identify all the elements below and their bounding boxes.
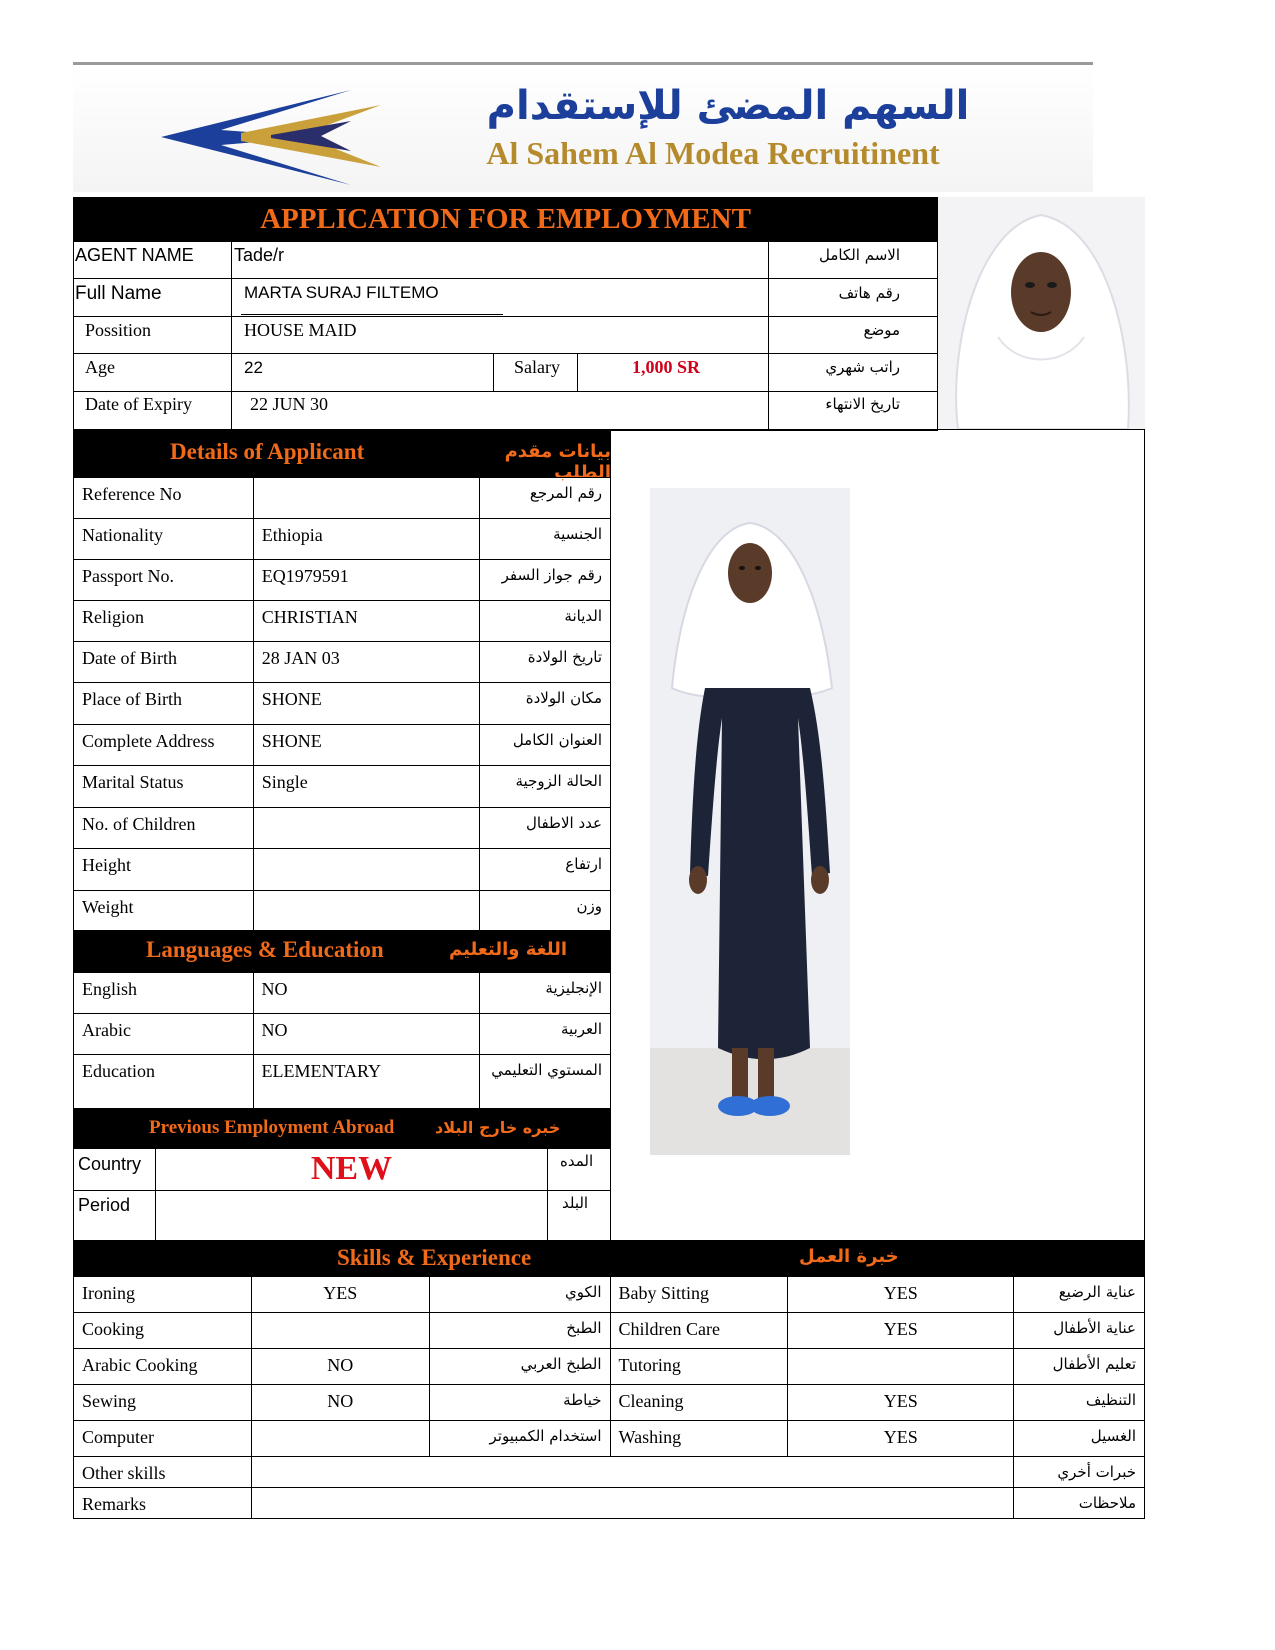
age-value: 22 (244, 358, 263, 377)
details-heading-bar (73, 429, 611, 483)
agent-name-value: Tade/r (234, 245, 285, 265)
details-heading-arabic: بيانات مقدم الطلب (504, 441, 611, 483)
skills-row (74, 1421, 1145, 1457)
details-value (253, 849, 479, 891)
details-value: EQ1979591 (253, 560, 479, 601)
details-value: CHRISTIAN (253, 601, 479, 642)
salary-value: 1,000 SR (632, 357, 701, 377)
skill-value: YES (251, 1277, 429, 1313)
details-row (74, 766, 611, 808)
position-label: Possition (85, 320, 152, 340)
full-body-photo (650, 488, 850, 1155)
agent-name-label: AGENT NAME (75, 245, 194, 265)
details-label: Height (74, 849, 254, 891)
details-value (253, 478, 479, 519)
details-label: Religion (74, 601, 254, 642)
details-arabic: تاريخ الولادة (480, 642, 611, 683)
details-value (253, 891, 479, 932)
details-arabic: وزن (480, 891, 611, 932)
skill-label: Ironing (74, 1277, 252, 1313)
divider (73, 316, 938, 317)
languages-heading-bar (73, 930, 611, 972)
previous-heading-bar (73, 1108, 611, 1148)
details-arabic: العنوان الكامل (480, 725, 611, 766)
details-arabic: عدد الاطفال (480, 808, 611, 849)
logo-arabic: السهم المضئ للإستقدام (486, 83, 970, 129)
top-fields-frame (73, 241, 938, 431)
details-row (74, 642, 611, 683)
skill-label: Computer (74, 1421, 252, 1457)
details-value: SHONE (253, 683, 479, 725)
previous-arabic-1: المده (560, 1152, 594, 1170)
skill-value: NO (251, 1385, 429, 1421)
full-name-value: MARTA SURAJ FILTEMO (244, 283, 439, 302)
details-value: 28 JAN 03 (253, 642, 479, 683)
languages-label: Education (74, 1055, 254, 1112)
skills-heading-arabic: خبرة العمل (799, 1246, 899, 1267)
details-arabic: الجنسية (480, 519, 611, 560)
details-value (253, 808, 479, 849)
details-value: Single (253, 766, 479, 808)
portrait-photo (938, 197, 1145, 429)
details-arabic: الحالة الزوجية (480, 766, 611, 808)
remarks-row (74, 1488, 1145, 1519)
skill-label: Sewing (74, 1385, 252, 1421)
details-row (74, 725, 611, 766)
skill-label: Cleaning (610, 1385, 788, 1421)
languages-table (73, 972, 611, 1112)
skill-arabic: الغسيل (1014, 1421, 1145, 1457)
remarks-value (251, 1488, 1013, 1519)
skill-arabic: الطبخ العربي (429, 1349, 610, 1385)
divider (493, 353, 494, 391)
languages-row (74, 973, 611, 1014)
details-label: Passport No. (74, 560, 254, 601)
expiry-label: Date of Expiry (85, 394, 192, 414)
divider (73, 391, 938, 392)
divider (73, 1190, 611, 1191)
skill-value: YES (788, 1313, 1014, 1349)
details-value: SHONE (253, 725, 479, 766)
divider (231, 241, 232, 431)
expiry-value: 22 JUN 30 (250, 394, 329, 414)
details-row (74, 478, 611, 519)
details-table (73, 477, 611, 932)
skill-arabic: عناية الأطفال (1014, 1313, 1145, 1349)
skills-table (73, 1276, 1145, 1519)
full-name-underline (241, 314, 503, 315)
skill-arabic: استخدام الكمبيوتر (429, 1421, 610, 1457)
skill-label: Baby Sitting (610, 1277, 788, 1313)
position-value: HOUSE MAID (244, 320, 357, 340)
skills-row (74, 1313, 1145, 1349)
country-label: Country (78, 1154, 142, 1174)
languages-label: English (74, 973, 254, 1014)
details-row (74, 601, 611, 642)
details-arabic: ارتفاع (480, 849, 611, 891)
languages-value: NO (253, 973, 480, 1014)
divider (577, 353, 578, 391)
skill-arabic: الكوي (429, 1277, 610, 1313)
details-row (74, 808, 611, 849)
details-value: Ethiopia (253, 519, 479, 560)
skill-label: Cooking (74, 1313, 252, 1349)
languages-heading-arabic: اللغة والتعليم (449, 939, 568, 960)
previous-new-value: NEW (310, 1150, 393, 1187)
skill-value (251, 1421, 429, 1457)
divider (768, 241, 769, 431)
full-name-arabic: رقم هاتف (838, 284, 900, 302)
details-label: Date of Birth (74, 642, 254, 683)
details-row (74, 891, 611, 932)
agent-name-arabic: الاسم الكامل (818, 246, 900, 264)
details-label: Complete Address (74, 725, 254, 766)
languages-arabic: المستوي التعليمي (480, 1055, 611, 1112)
period-label: Period (78, 1195, 131, 1215)
languages-row (74, 1055, 611, 1112)
details-arabic: رقم جواز السفر (480, 560, 611, 601)
details-label: Nationality (74, 519, 254, 560)
details-arabic: مكان الولادة (480, 683, 611, 725)
skill-value (788, 1349, 1014, 1385)
details-arabic: رقم المرجع (480, 478, 611, 519)
full-name-label: Full Name (75, 283, 162, 304)
remarks-label: Remarks (74, 1488, 252, 1519)
form-title-bar (73, 197, 938, 241)
age-label: Age (85, 357, 115, 377)
details-row (74, 683, 611, 725)
languages-heading: Languages & Education (146, 937, 384, 962)
skills-heading: Skills & Experience (337, 1245, 532, 1270)
skill-value: YES (788, 1277, 1014, 1313)
salary-arabic: راتب شهري (825, 358, 900, 376)
details-heading: Details of Applicant (170, 439, 365, 464)
skill-label: Tutoring (610, 1349, 788, 1385)
details-label: No. of Children (74, 808, 254, 849)
previous-arabic-2: البلد (562, 1194, 589, 1212)
other-skills-arabic: خبرات أخري (1014, 1457, 1145, 1488)
previous-heading-arabic: خبره خارج البلاد (435, 1118, 561, 1137)
skill-value: YES (788, 1385, 1014, 1421)
details-row (74, 519, 611, 560)
details-label: Weight (74, 891, 254, 932)
languages-row (74, 1014, 611, 1055)
logo-banner (73, 62, 1093, 192)
skill-arabic: خياطة (429, 1385, 610, 1421)
other-skills-row (74, 1457, 1145, 1488)
skill-value: YES (788, 1421, 1014, 1457)
skills-heading-bar (73, 1240, 1145, 1276)
skill-label: Children Care (610, 1313, 788, 1349)
details-row (74, 560, 611, 601)
skill-arabic: التنظيف (1014, 1385, 1145, 1421)
remarks-arabic: ملاحظات (1014, 1488, 1145, 1519)
expiry-arabic: تاريخ الانتهاء (825, 395, 900, 413)
details-label: Marital Status (74, 766, 254, 808)
form-title: APPLICATION FOR EMPLOYMENT (260, 203, 751, 235)
previous-heading: Previous Employment Abroad (149, 1117, 395, 1138)
skill-value (251, 1313, 429, 1349)
languages-arabic: العربية (480, 1014, 611, 1055)
languages-value: ELEMENTARY (253, 1055, 480, 1112)
skill-arabic: تعليم الأطفال (1014, 1349, 1145, 1385)
skills-row (74, 1385, 1145, 1421)
divider (73, 353, 938, 354)
other-skills-value (251, 1457, 1013, 1488)
details-arabic: الديانة (480, 601, 611, 642)
languages-value: NO (253, 1014, 480, 1055)
divider (73, 278, 938, 279)
details-label: Place of Birth (74, 683, 254, 725)
skills-row (74, 1349, 1145, 1385)
skills-row (74, 1277, 1145, 1313)
skill-label: Arabic Cooking (74, 1349, 252, 1385)
skill-value: NO (251, 1349, 429, 1385)
languages-label: Arabic (74, 1014, 254, 1055)
details-label: Reference No (74, 478, 254, 519)
languages-arabic: الإنجليزية (480, 973, 611, 1014)
skill-label: Washing (610, 1421, 788, 1457)
skill-arabic: الطبخ (429, 1313, 610, 1349)
position-arabic: موضع (863, 321, 900, 339)
details-row (74, 849, 611, 891)
salary-label: Salary (514, 357, 560, 377)
skill-arabic: عناية الرضيع (1014, 1277, 1145, 1313)
logo-english: Al Sahem Al Modea Recruitinent (486, 135, 940, 171)
divider (547, 1148, 548, 1242)
other-skills-label: Other skills (74, 1457, 252, 1488)
